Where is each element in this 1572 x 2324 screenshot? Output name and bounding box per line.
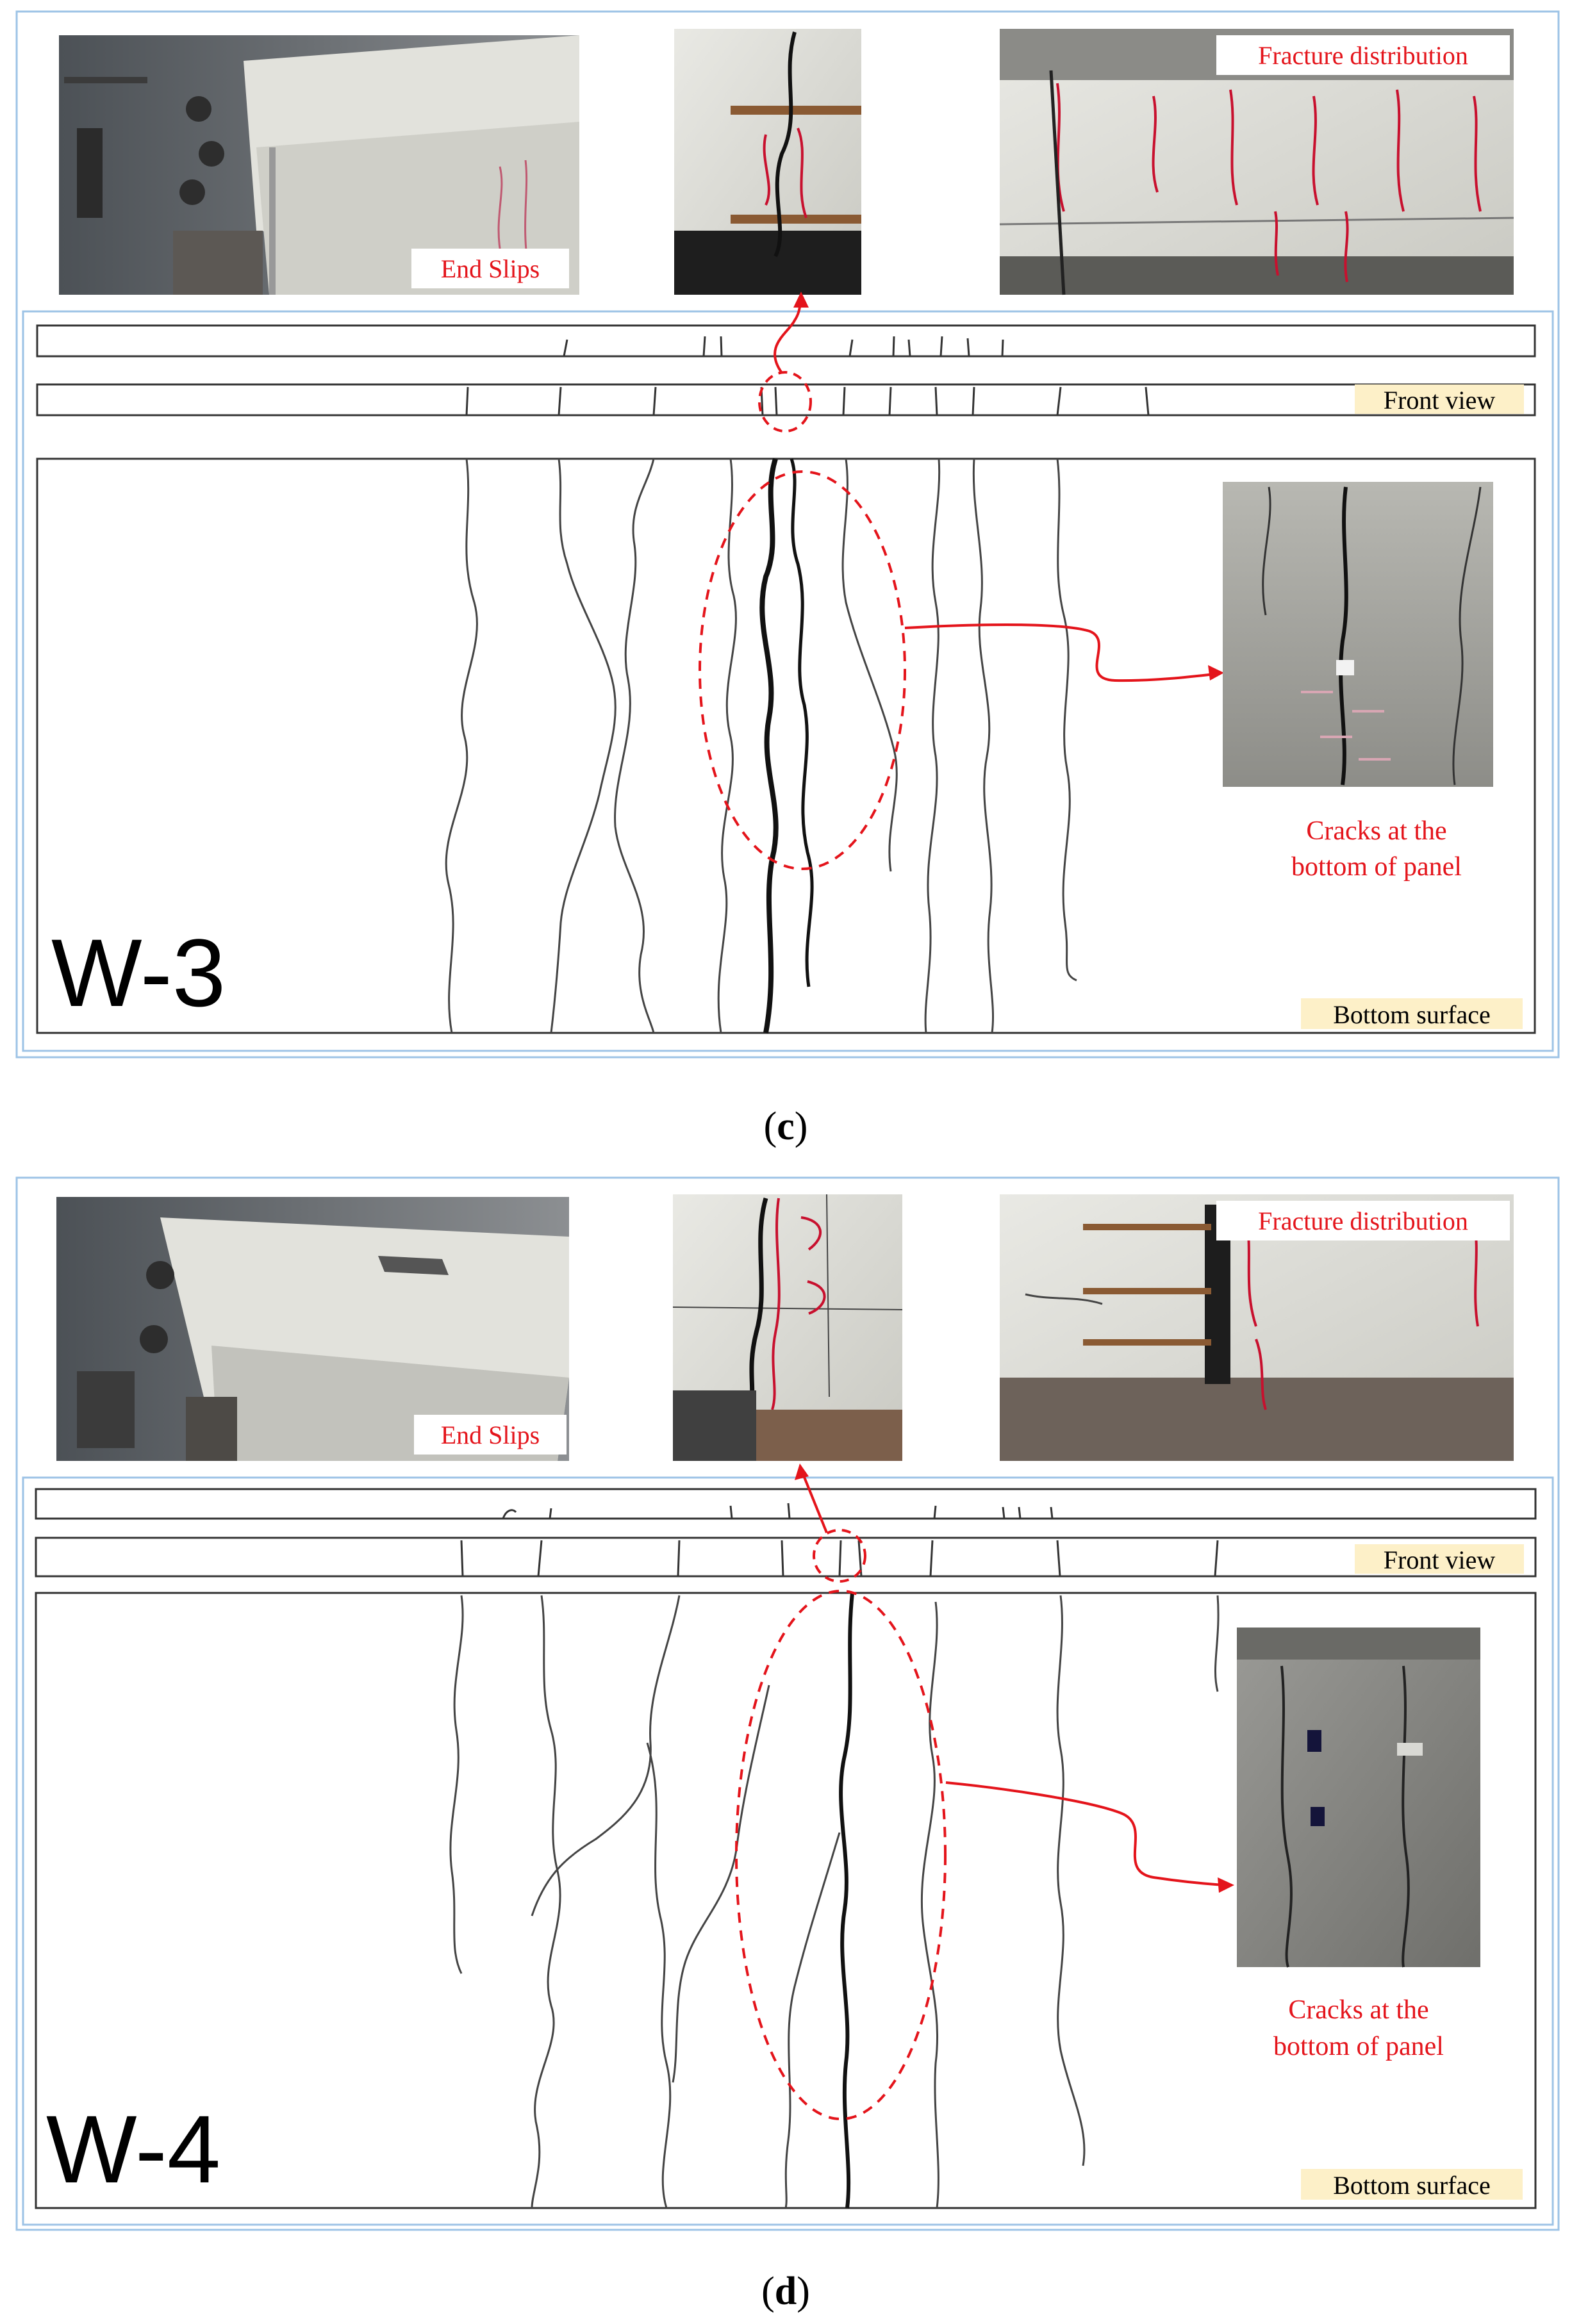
crack-caption-line2: bottom of panel: [1273, 2032, 1444, 2061]
end-slips-tag: [411, 249, 569, 288]
sub-figure-label-d: (d): [761, 2270, 810, 2313]
specimen-id: W-4: [46, 2095, 221, 2203]
end-slips-label: End Slips: [440, 1421, 540, 1449]
bottom-surface-label: Bottom surface: [1333, 1000, 1491, 1029]
crack-caption-line1: Cracks at the: [1306, 816, 1447, 846]
front-view-label: Front view: [1383, 1545, 1496, 1574]
front-strip: [37, 372, 1535, 431]
photo-bottom-cracks: [1223, 482, 1493, 787]
front-view-tag: [1355, 384, 1524, 415]
front-view-label: Front view: [1383, 386, 1496, 415]
panel-d: [17, 1178, 1559, 2230]
sub-figure-label-c: (c): [763, 1105, 808, 1148]
photo-crack-closeup: [673, 1194, 902, 1461]
crack-caption-line1: Cracks at the: [1288, 1995, 1429, 2025]
bottom-surface: [37, 459, 1535, 1033]
end-slips-label: End Slips: [440, 254, 540, 283]
fracture-label: Fracture distribution: [1258, 1207, 1468, 1235]
specimen-id: W-3: [51, 919, 226, 1026]
bottom-surface-tag: [1301, 2169, 1523, 2200]
bottom-surface: [36, 1591, 1535, 2208]
panel-c: [17, 12, 1559, 1057]
front-strip: [36, 1530, 1535, 1581]
fracture-tag: [1216, 1201, 1510, 1240]
front-view-tag: [1355, 1544, 1524, 1574]
top-strip: [36, 1489, 1535, 1519]
fracture-label: Fracture distribution: [1258, 41, 1468, 70]
end-slips-tag: [414, 1415, 567, 1455]
fracture-tag: [1216, 35, 1510, 75]
bottom-surface-label: Bottom surface: [1333, 2171, 1491, 2200]
photo-crack-closeup: [674, 29, 861, 295]
bottom-surface-tag: [1301, 998, 1523, 1029]
crack-caption-line2: bottom of panel: [1291, 852, 1462, 882]
photo-bottom-cracks: [1237, 1628, 1480, 1967]
